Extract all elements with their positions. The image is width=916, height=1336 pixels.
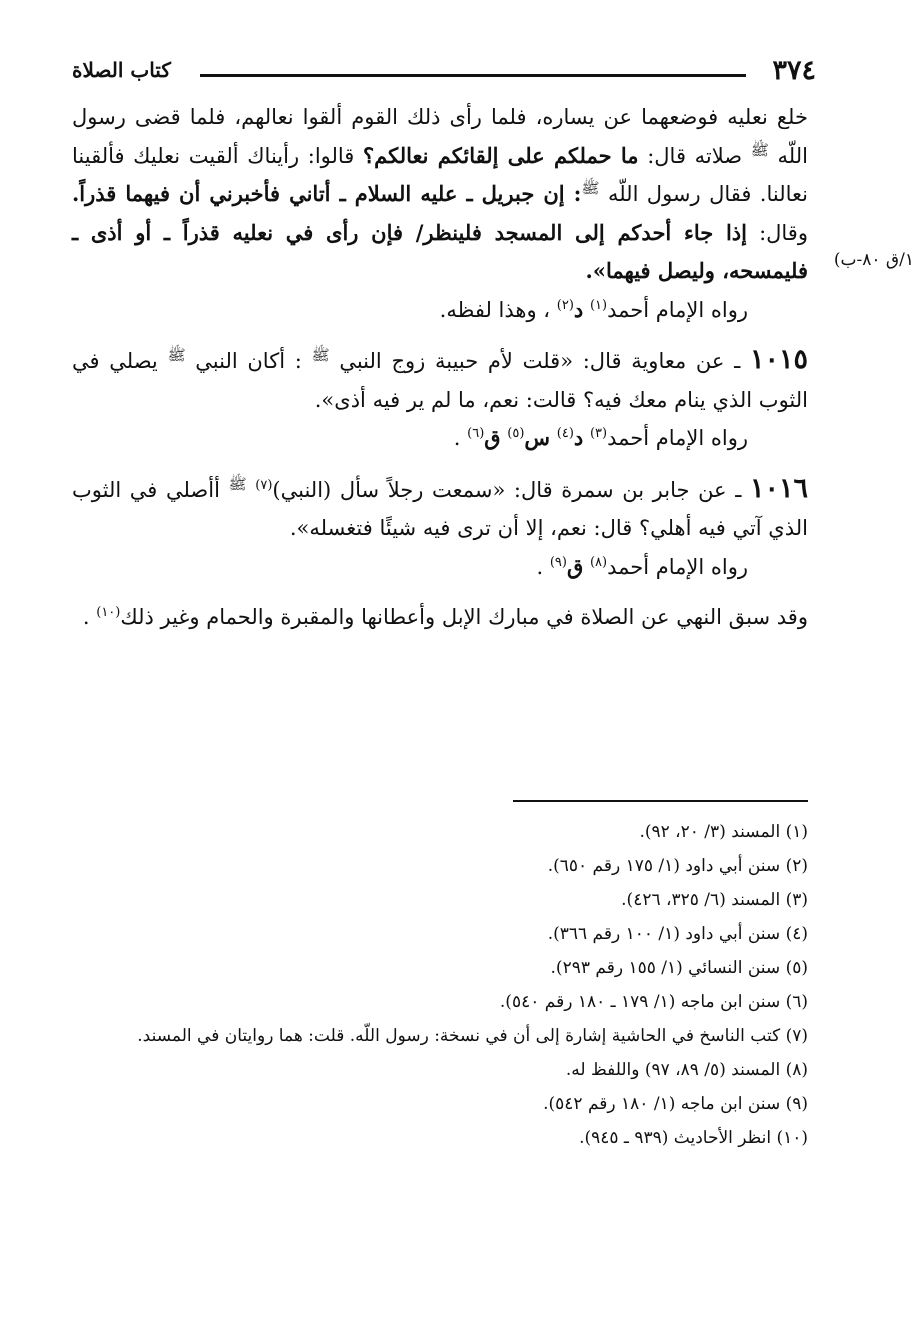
footnote-item: (٤) سنن أبي داود (١/ ١٠٠ رقم ٣٦٦).	[547, 924, 808, 944]
running-title: كتاب الصلاة	[72, 58, 171, 82]
salutation-symbol: ﷺ	[228, 474, 247, 493]
hadith-number: ١٠١٦	[749, 472, 808, 504]
main-text	[72, 98, 808, 637]
footnote-item: (٥) سنن النسائي (١/ ١٥٥ رقم ٢٩٣).	[550, 958, 808, 978]
hadith-text-bold: : إن جبريل ـ عليه السلام ـ أتاني فأخبرني أن فيهما قذراً.	[72, 181, 582, 206]
page-number: ٣٧٤	[772, 54, 816, 86]
footnote-item: (٣) المسند (٦/ ٣٢٥، ٤٢٦).	[621, 890, 808, 910]
footnote-ref: (١)	[589, 297, 608, 313]
footnote-ref: (٩)	[549, 554, 567, 570]
footnote-ref: (٤)	[556, 426, 574, 441]
footnote-ref: (٨)	[589, 554, 608, 570]
citation-line	[72, 291, 808, 330]
footnote-ref: (٦)	[467, 426, 485, 441]
text-run: رواه الإمام أحمد	[607, 297, 748, 322]
footnote-ref: (٥)	[507, 426, 525, 441]
footnote-ref: (٢)	[556, 297, 574, 313]
footnote-ref: (١٠)	[96, 605, 121, 620]
hadith-1015	[72, 341, 808, 419]
text-run: رواه الإمام أحمد	[607, 554, 748, 579]
footnotes	[72, 815, 808, 1155]
text-run: : أكان النبي	[195, 349, 302, 373]
salutation-symbol: ﷺ	[581, 179, 600, 197]
source-abbrev: د	[573, 296, 584, 322]
footnote-item: (٧) كتب الناسخ في الحاشية إشارة إلى أن في نسخة: رسول اللّه. قلت: هما روايتان في المسند.	[137, 1026, 808, 1046]
text-run: .	[453, 426, 461, 450]
paragraph-continuation	[72, 98, 808, 291]
salutation-symbol: ﷺ	[750, 140, 769, 159]
footnote-rule	[513, 800, 808, 802]
footnote-ref: (٧)	[255, 477, 273, 493]
text-run: أأصلي في الثوب الذي آتي فيه أهلي؟ قال: نعم، إلا أن ترى فيه شيئًا فتغسله».	[72, 477, 808, 540]
text-run: وقد سبق النهي عن الصلاة في مبارك الإبل وأعطانها والمقبرة والحمام وغير ذلك	[120, 605, 808, 629]
hadith-1016	[72, 470, 808, 548]
text-run: يصلي في الثوب الذي ينام معك فيه؟ قالت: نعم، ما لم ير فيه أذى».	[72, 349, 808, 412]
footnote-ref: (٣)	[589, 426, 608, 441]
closing-paragraph	[72, 598, 808, 637]
source-abbrev: س	[524, 425, 551, 450]
citation-line	[72, 419, 808, 458]
text-run: رواه الإمام أحمد	[607, 426, 748, 450]
footnote-item: (١٠) انظر الأحاديث (٩٣٩ ـ ٩٤٥).	[579, 1128, 808, 1148]
text-run: .	[536, 554, 544, 579]
text-run: صلاته قال:	[647, 143, 743, 168]
text-run: .	[82, 605, 90, 629]
text-run: ـ عن معاوية قال: «قلت لأم حبيبة زوج النبي	[339, 349, 741, 373]
page-header	[72, 48, 816, 92]
text-run: خلع نعليه فوضعهما عن يساره، فلما رأى ذلك القوم ألقوا نعالهم، فلما قضى رسول اللّه	[72, 105, 808, 168]
header-rule	[200, 74, 746, 77]
footnote-item: (٢) سنن أبي داود (١/ ١٧٥ رقم ٦٥٠).	[547, 856, 808, 876]
footnote-item: (٩) سنن ابن ماجه (١/ ١٨٠ رقم ٥٤٢).	[543, 1094, 808, 1114]
footnote-item: (٦) سنن ابن ماجه (١/ ١٧٩ ـ ١٨٠ رقم ٥٤٠).	[499, 992, 808, 1012]
manuscript-margin-note: ١/ق ٨٠-ب)	[833, 250, 914, 270]
citation-line	[72, 548, 808, 587]
hadith-text-bold: ما حملكم على إلقائكم نعالكم؟	[363, 142, 639, 168]
source-abbrev: ق	[484, 425, 501, 450]
hadith-number: ١٠١٥	[749, 344, 808, 375]
text-run: ، وهذا لفظه.	[439, 297, 551, 322]
source-abbrev: د	[573, 425, 584, 450]
footnote-item: (١) المسند (٣/ ٢٠، ٩٢).	[639, 822, 808, 842]
text-run: وقال:	[759, 220, 808, 245]
salutation-symbol: ﷺ	[167, 346, 186, 364]
source-abbrev: ق	[566, 553, 584, 579]
hadith-text-bold: إذا جاء أحدكم إلى المسجد فلينظر/ فإن رأى في نعليه قذراً ـ أو أذى ـ فليمسحه، وليصل فيهما».	[72, 219, 808, 283]
text-run: قالوا: رأيناك ألقيت نعليك فألقينا نعالنا. فقال رسول اللّه	[72, 143, 808, 206]
footnote-item: (٨) المسند (٥/ ٨٩، ٩٧) واللفظ له.	[565, 1060, 808, 1080]
text-run: ـ عن جابر بن سمرة قال: «سمعت رجلاً سأل (النبي)	[272, 477, 742, 502]
salutation-symbol: ﷺ	[311, 346, 330, 364]
